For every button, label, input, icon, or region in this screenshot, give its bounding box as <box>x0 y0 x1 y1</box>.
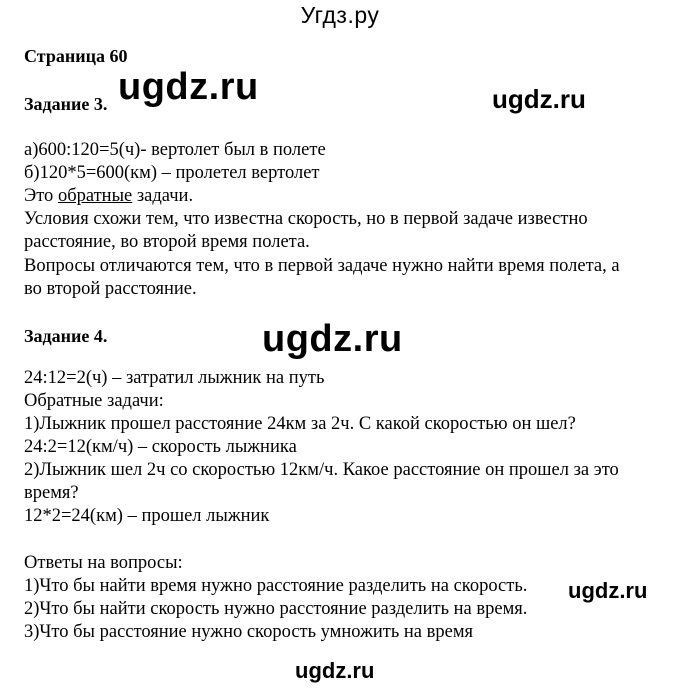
text-fragment: Это <box>24 186 58 206</box>
watermark: ugdz.ru <box>492 84 586 114</box>
task4-line: время? <box>24 483 79 503</box>
task4-line: Обратные задачи: <box>24 391 164 411</box>
task4-line: 1)Лыжник прошел расстояние 24км за 2ч. С какой скоростью он шел? <box>24 414 576 434</box>
task3-paragraph-line: Условия схожи тем, что известна скорость, но в первой задаче известно <box>24 209 588 229</box>
page-title: Страница 60 <box>24 46 128 66</box>
watermark: ugdz.ru <box>118 66 259 108</box>
watermark: ugdz.ru <box>295 658 375 683</box>
answer-line: 2)Что бы найти скорость нужно расстояние разделить на время. <box>24 599 528 619</box>
task4-line: 24:2=12(км/ч) – скорость лыжника <box>24 437 297 457</box>
task3-title: Задание 3. <box>24 94 108 114</box>
underlined-word: обратные <box>57 186 133 206</box>
task3-line: б)120*5=600(км) – пролетел вертолет <box>24 163 320 183</box>
task3-paragraph-line: во второй расстояние. <box>24 279 197 299</box>
task4-title: Задание 4. <box>24 326 108 346</box>
text-fragment: задачи. <box>132 186 194 206</box>
answer-line: 3)Что бы расстояние нужно скорость умножить на время <box>24 622 474 642</box>
task3-paragraph-line: расстояние, во второй время полета. <box>24 232 310 252</box>
task3-paragraph-line: Вопросы отличаются тем, что в первой задаче нужно найти время полета, а <box>24 256 620 276</box>
answer-line: 1)Что бы найти время нужно расстояние разделить на скорость. <box>24 576 528 596</box>
task4-line: 2)Лыжник шел 2ч со скоростью 12км/ч. Какое расстояние он прошел за это <box>24 460 619 480</box>
task3-reverse-line <box>24 186 193 207</box>
task4-line: 24:12=2(ч) – затратил лыжник на путь <box>24 368 325 388</box>
site-header: Угдз.ру <box>300 2 380 28</box>
task3-line: а)600:120=5(ч)- вертолет был в полете <box>24 140 326 160</box>
answers-title: Ответы на вопросы: <box>24 553 183 573</box>
watermark: ugdz.ru <box>568 578 648 603</box>
watermark: ugdz.ru <box>262 318 403 360</box>
task4-line: 12*2=24(км) – прошел лыжник <box>24 506 270 526</box>
